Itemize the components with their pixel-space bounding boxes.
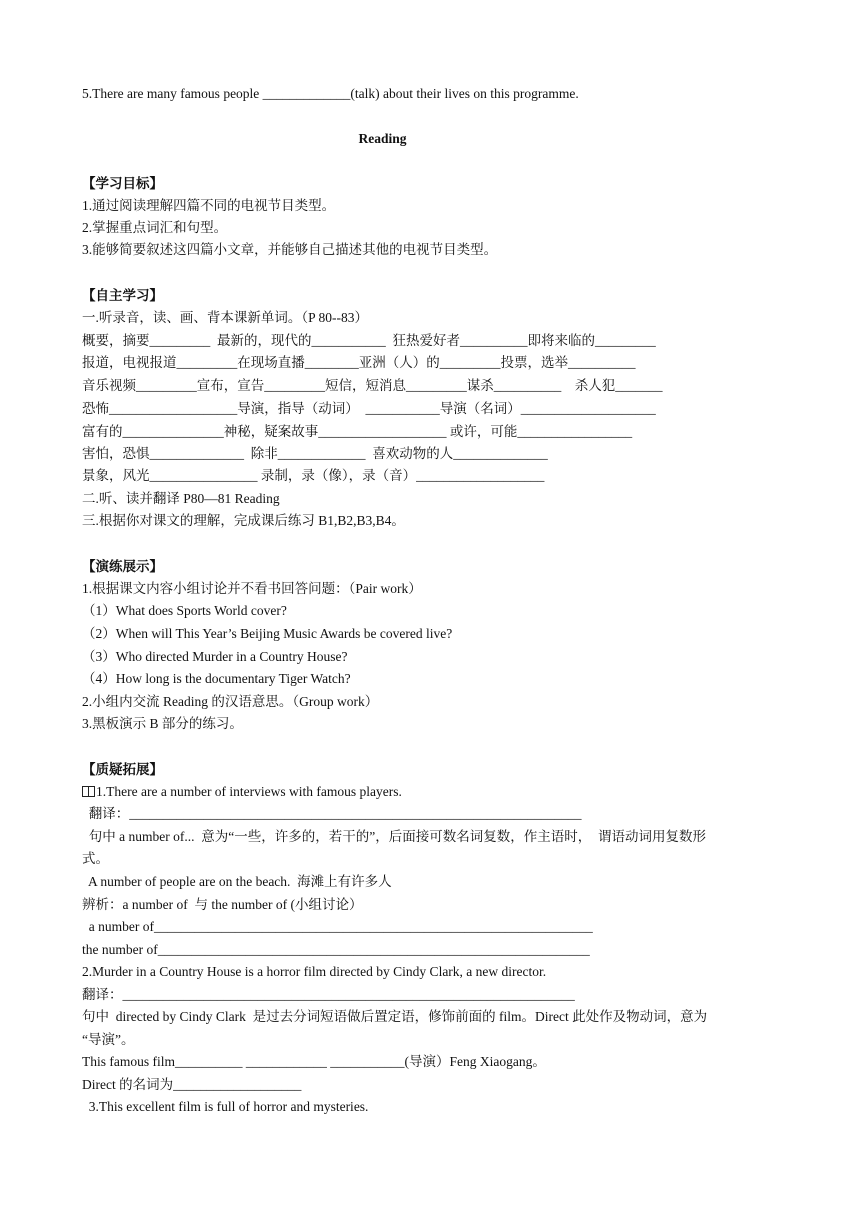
translation-line: 翻译：___________________________________________________________________ bbox=[82, 987, 575, 1002]
heading-practice-show: 【演练展示】 bbox=[82, 559, 163, 574]
self-study-step-3: 三.根据你对课文的理解，完成课后练习 B1,B2,B3,B4。 bbox=[82, 513, 405, 528]
question-1: （1）What does Sports World cover? bbox=[82, 603, 287, 618]
explanation-line: 句中 a number of... 意为“一些，许多的，若干的”，后面接可数名词复数，作主语时， 谓语动词用复数形 bbox=[82, 829, 706, 844]
exercise-5-line: 5.There are many famous people _____________(talk) about their lives on this programme. bbox=[82, 86, 579, 101]
vocab-row: 富有的_______________神秘，疑案故事___________________ 或许，可能_________________ bbox=[82, 424, 633, 439]
extension-sentence-1 bbox=[82, 783, 402, 801]
fill-in-line: This famous film__________ ____________ ___________(导演）Feng Xiaogang。 bbox=[82, 1054, 546, 1069]
question-2: （2）When will This Year’s Beijing Music Awards be covered live? bbox=[82, 626, 453, 641]
extension-sentence-1-text: 1.There are a number of interviews with famous players. bbox=[96, 784, 402, 799]
vocab-row: 景象，风光________________ 录制，录（像），录（音）___________________ bbox=[82, 468, 545, 483]
vocab-row: 报道，电视报道_________在现场直播________亚洲（人）的_________投票，选举__________ bbox=[82, 355, 636, 370]
heading-learning-goals: 【学习目标】 bbox=[82, 176, 163, 191]
vocab-row: 害怕，恐惧______________ 除非_____________ 喜欢动物的人______________ bbox=[82, 446, 548, 461]
example-sentence: A number of people are on the beach. 海滩上有许多人 bbox=[82, 874, 392, 889]
vocab-row: 恐怖___________________导演，指导（动词） ___________导演（名词）____________________ bbox=[82, 401, 656, 416]
self-study-step-2: 二.听、读并翻译 P80—81 Reading bbox=[82, 491, 280, 506]
practice-item-3: 3.黑板演示 B 部分的练习。 bbox=[82, 716, 243, 731]
explanation-line: 式。 bbox=[82, 851, 109, 866]
self-study-step-1: 一.听录音，读、画、背本课新单词。（P 80--83） bbox=[82, 310, 368, 325]
practice-item-2: 2.小组内交流 Reading 的汉语意思。（Group work） bbox=[82, 694, 379, 709]
vocab-row: 音乐视频_________宣布，宣告_________短信，短消息_________谋杀__________ 杀人犯_______ bbox=[82, 378, 663, 393]
translation-line: 翻译：___________________________________________________________________ bbox=[82, 806, 582, 821]
blank-line: a number of_________________________________________________________________ bbox=[82, 919, 593, 934]
question-3: （3）Who directed Murder in a Country House? bbox=[82, 649, 348, 664]
extension-sentence-3: 3.This excellent film is full of horror and mysteries. bbox=[82, 1099, 369, 1114]
explanation-line: “导演”。 bbox=[82, 1032, 135, 1047]
section-title-reading: Reading bbox=[358, 131, 407, 146]
goal-1: 1.通过阅读理解四篇不同的电视节目类型。 bbox=[82, 198, 336, 213]
explanation-line: 句中 directed by Cindy Clark 是过去分词短语做后置定语，修饰前面的 film。Direct 此处作及物动词，意为 bbox=[82, 1009, 708, 1024]
goal-2: 2.掌握重点词汇和句型。 bbox=[82, 220, 228, 235]
heading-self-study: 【自主学习】 bbox=[82, 288, 163, 303]
goal-3: 3.能够简要叙述这四篇小文章，并能够自己描述其他的电视节目类型。 bbox=[82, 242, 498, 257]
analysis-line: 辨析：a number of 与 the number of (小组讨论） bbox=[82, 897, 363, 912]
blank-line: the number of________________________________________________________________ bbox=[82, 942, 590, 957]
heading-questions-extension: 【质疑拓展】 bbox=[82, 762, 163, 777]
question-4: （4）How long is the documentary Tiger Watch? bbox=[82, 671, 351, 686]
practice-item-1: 1.根据课文内容小组讨论并不看书回答问题：（Pair work） bbox=[82, 581, 422, 596]
book-icon bbox=[82, 786, 95, 797]
vocab-row: 概要，摘要_________ 最新的，现代的___________ 狂热爱好者__________即将来临的_________ bbox=[82, 333, 656, 348]
extension-sentence-2: 2.Murder in a Country House is a horror film directed by Cindy Clark, a new director. bbox=[82, 964, 547, 979]
fill-in-line: Direct 的名词为___________________ bbox=[82, 1077, 302, 1092]
